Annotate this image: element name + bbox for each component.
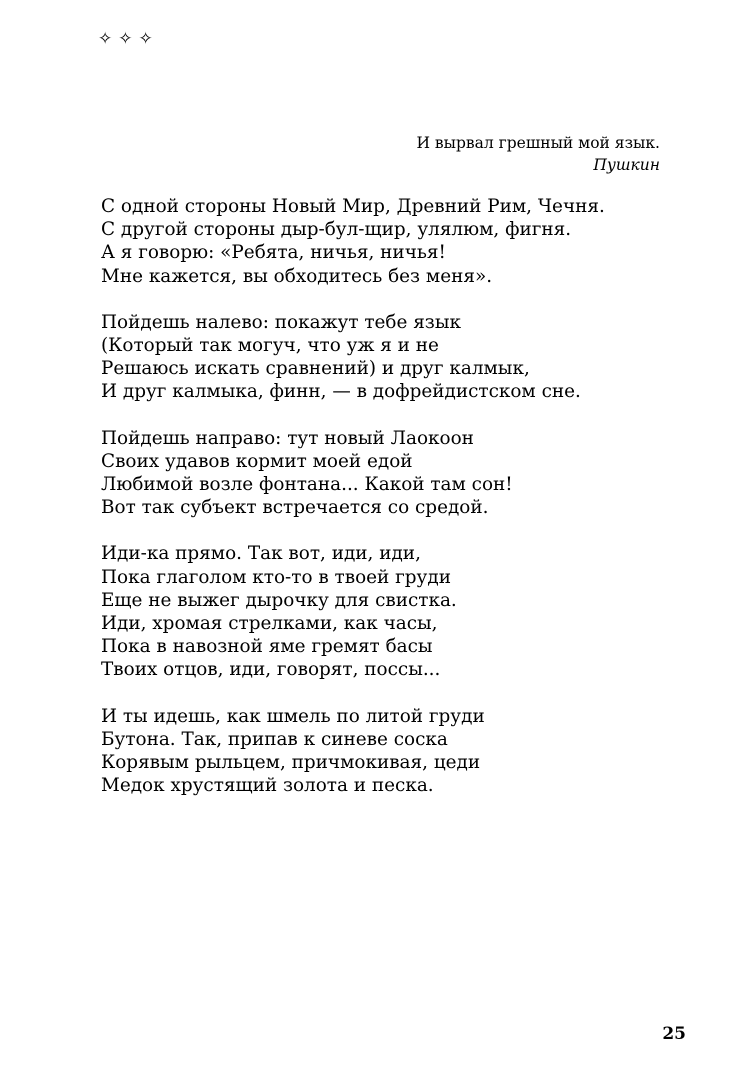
epigraph — [416, 132, 660, 176]
poem-line: Любимой возле фонтана... Какой там сон! — [101, 474, 513, 496]
epigraph-author: Пушкин — [593, 156, 660, 174]
stanza — [101, 195, 701, 288]
poem-line: Иди-ка прямо. Так вот, иди, иди, — [101, 543, 421, 565]
poem-line: Мне кажется, вы обходитесь без меня». — [101, 265, 493, 287]
poem-line: С одной стороны Новый Мир, Древний Рим, Чечня. — [101, 196, 605, 217]
diamond-star-icon: ✧ — [138, 29, 153, 49]
stanza — [101, 427, 701, 520]
stanza — [101, 311, 701, 404]
poem-line: Твоих отцов, иди, говорят, поссы... — [101, 659, 441, 681]
poem-line: Пойдешь налево: покажут тебе язык — [101, 311, 461, 333]
poem-line: Своих удавов кормит моей едой — [101, 450, 413, 472]
epigraph-quote: И вырвал грешный мой язык. — [416, 134, 660, 152]
poem — [101, 195, 701, 820]
section-ornament — [98, 28, 153, 50]
poem-line: И друг калмыка, финн, — в дофрейдистском сне. — [101, 381, 581, 403]
poem-line: Иди, хромая стрелками, как часы, — [101, 613, 438, 635]
poem-line: Пойдешь направо: тут новый Лаокоон — [101, 427, 474, 449]
poem-line: С другой стороны дыр-бул-щир, улялюм, фигня. — [101, 219, 572, 241]
poem-line: Решаюсь искать сравнений) и друг калмык, — [101, 358, 530, 380]
page-number: 25 — [662, 1024, 686, 1044]
poem-line: Бутона. Так, припав к синеве соска — [101, 728, 448, 750]
diamond-star-icon: ✧ — [98, 29, 113, 49]
poem-line: Корявым рыльцем, причмокивая, цеди — [101, 752, 481, 774]
diamond-star-icon: ✧ — [118, 29, 133, 49]
poem-line: Еще не выжег дырочку для свистка. — [101, 589, 457, 611]
poem-line: И ты идешь, как шмель по литой груди — [101, 705, 485, 727]
stanza — [101, 542, 701, 681]
poem-line: Пока глаголом кто-то в твоей груди — [101, 566, 451, 588]
poem-line: Медок хрустящий золота и песка. — [101, 775, 434, 797]
poem-line: А я говорю: «Ребята, ничья, ничья! — [101, 242, 446, 264]
poem-line: Вот так субъект встречается со средой. — [101, 497, 489, 519]
stanza — [101, 705, 701, 798]
poem-line: Пока в навозной яме гремят басы — [101, 636, 433, 658]
poem-line: (Который так могуч, что уж я и не — [101, 335, 439, 357]
